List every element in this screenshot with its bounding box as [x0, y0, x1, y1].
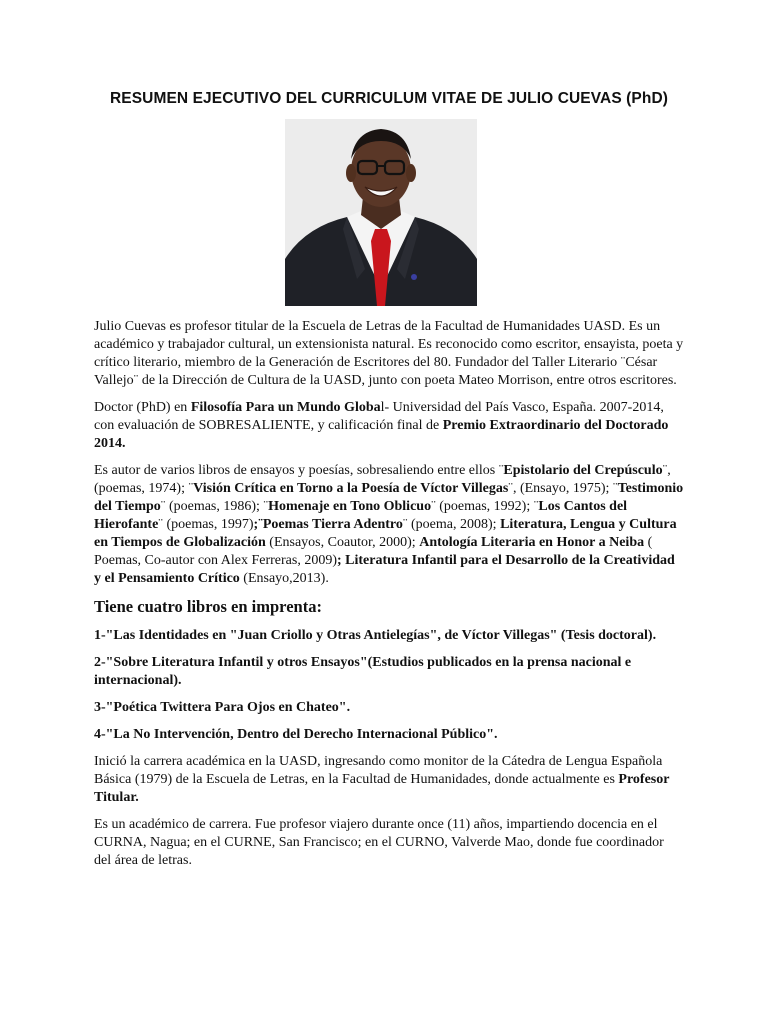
portrait-illustration: [285, 119, 477, 306]
body-text: [94, 318, 684, 879]
book-item: 3-"Poética Twittera Para Ojos en Chateo".: [94, 700, 351, 715]
book-item: 2-"Sobre Literatura Infantil y otros Ensayos"(Estudios publicados en la prensa nacional e internacional).: [94, 655, 632, 688]
intro-paragraph: Julio Cuevas es profesor titular de la Escuela de Letras de la Facultad de Humanidades UASD. Es un académico y trabajador cultural, un extensionista natural. Es reconocido como escritor, ensayista, poeta y crítico literario, miembro de la Generación de Escritores del 80. Fundador del Taller Literario ¨César Vallejo¨ de la Dirección de Cultura de la UASD, junto con poeta Mateo Morrison, entre otros escritores.: [94, 319, 684, 388]
career-paragraph: Inició la carrera académica en la UASD, ingresando como monitor de la Cátedra de Lengua Española Básica (1979) de la Escuela de Letras, en la Facultad de Humanidades, donde actualmente es Profesor Titular.: [94, 754, 670, 805]
book-item: 4-"La No Intervención, Dentro del Derecho Internacional Público".: [94, 727, 498, 742]
portrait-photo: [285, 119, 477, 306]
book-item: 1-"Las Identidades en "Juan Criollo y Otras Antielegías", de Víctor Villegas" (Tesis doctoral).: [94, 628, 657, 643]
teaching-paragraph: Es un académico de carrera. Fue profesor viajero durante once (11) años, impartiendo docencia en el CURNA, Nagua; en el CURNE, San Francisco; en el CURNO, Valverde Mao, donde fue coordinador del área de letras.: [94, 817, 664, 868]
doctorate-paragraph: Doctor (PhD) en Filosofía Para un Mundo Global- Universidad del País Vasco, España. 2007-2014, con evaluación de SOBRESALIENTE, y calificación final de Premio Extraordinario del Doctorado 2014.: [94, 400, 669, 451]
books-heading: Tiene cuatro libros en imprenta:: [94, 597, 322, 616]
document-title: RESUMEN EJECUTIVO DEL CURRICULUM VITAE DE JULIO CUEVAS (PhD): [109, 90, 668, 107]
publications-paragraph: Es autor de varios libros de ensayos y poesías, sobresaliendo entre ellos ¨Epistolario del Crepúsculo¨, (poemas, 1974); ¨Visión Crítica en Torno a la Poesía de Víctor Villegas¨, (Ensayo, 1975); ¨Testimonio del Tiempo¨ (poemas, 1986); ¨Homenaje en Tono Oblicuo¨ (poemas, 1992); ¨Los Cantos del Hierofante¨ (poemas, 1997);¨Poemas Tierra Adentro¨ (poema, 2008); Literatura, Lengua y Cultura en Tiempos de Globalización (Ensayos, Coautor, 2000); Antología Literaria en Honor a Neiba ( Poemas, Co-autor con Alex Ferreras, 2009); Literatura Infantil para el Desarrollo de la Creatividad y el Pensamiento Crítico (Ensayo,2013).: [94, 463, 684, 586]
